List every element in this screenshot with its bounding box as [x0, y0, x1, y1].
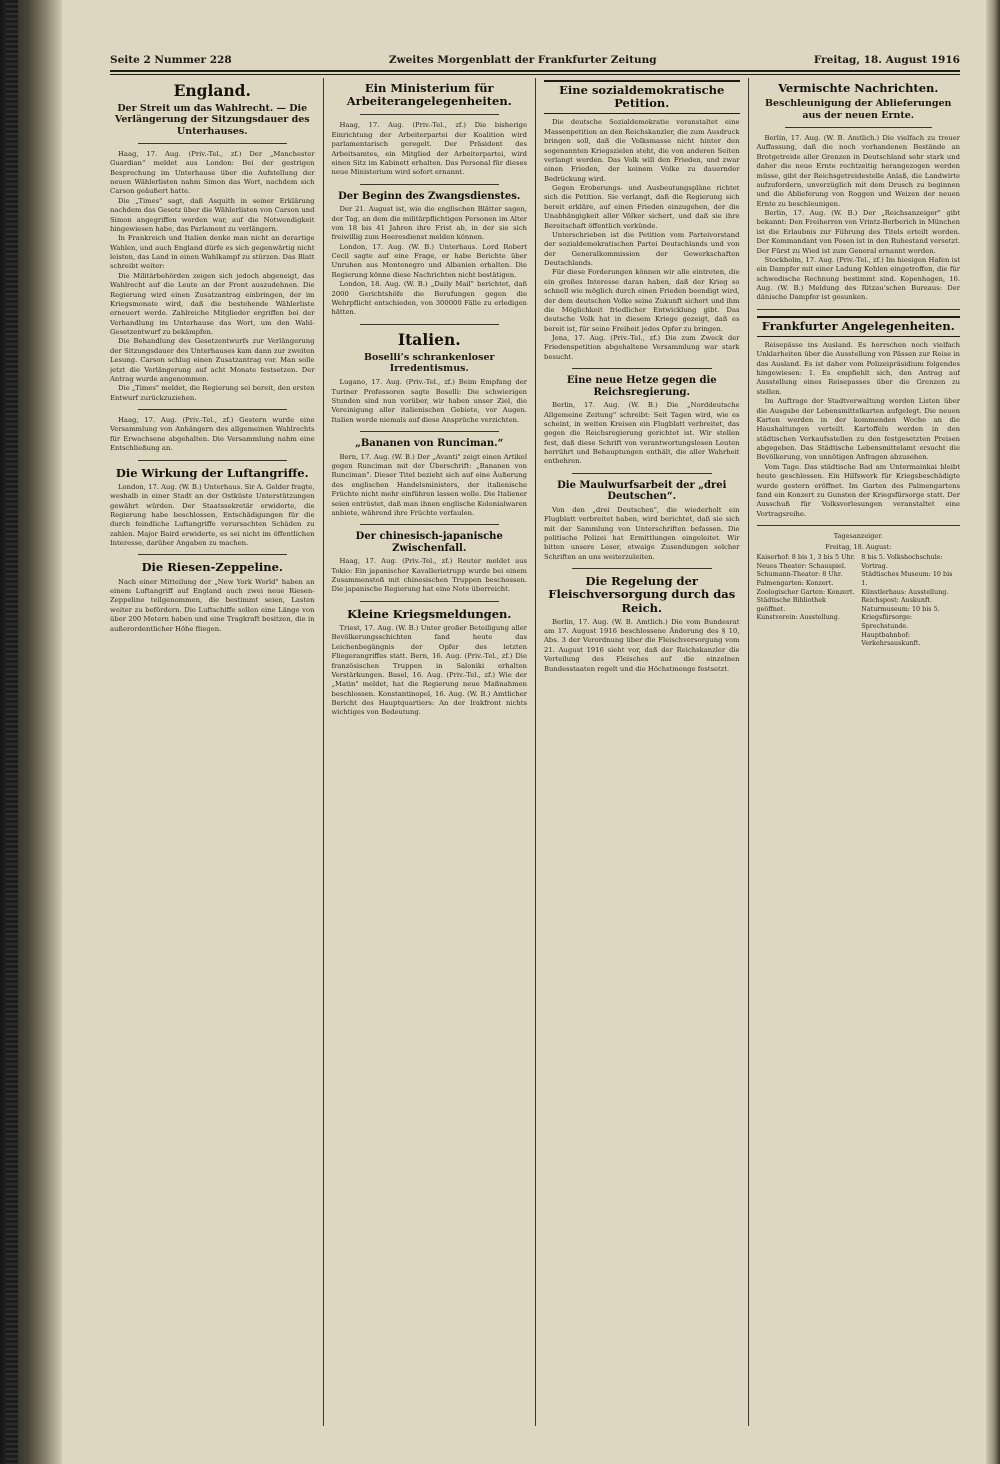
header-date: Freitag, 18. August 1916 — [813, 54, 960, 66]
article-paragraph: Bern, 17. Aug. (W. B.) Der „Avanti" zeigt einen Artikel gegen Runciman mit der Überschrift: „Bananen von Runciman". Dieser Titel bezieht sich auf eine Äußerung des englischen Handelsministers, der italienische Früchte nicht mehr einführen lassen wolle. Die Italiener seien entrüstet, daß man ihnen englische Kolonialwaren anbiete, während ihre Früchte verfaulen. — [331, 452, 527, 517]
article-title-frankfurter: Frankfurter Angelegenheiten. — [757, 316, 961, 337]
listing-item: Kaiserhof: 8 bis 1, 3 bis 5 Uhr. — [756, 552, 855, 561]
listing-item: Palmengarten: Konzert. — [756, 578, 834, 587]
article-paragraph: Von den „drei Deutschen", die wiederholt ein Flugblatt verbreitet haben, wird berichtet, daß sie sich mit der Sammlung von Unterschriften befassen. Die politische Polizei hat Ermittlungen eingeleitet. Wir bitten unsere Leser, etwaige Zusendungen solcher Schriften an uns weiterzuleiten. — [544, 505, 740, 561]
article-title-ministerium: Ein Ministerium für Arbeiterangelegenheiten. — [346, 81, 512, 109]
dateline-haag-2: Haag, 17. Aug. (Priv.-Tel., zf.) Gestern wurde eine Versammlung von Anhängern des allgemeinen Wahlrechts für Erwachsene abgehalten. Die Versammlung nahm eine Entschließung an. — [110, 416, 315, 453]
article-paragraph: Die „Times" meldet, die Regierung sei bereit, den ersten Entwurf zurückzuziehen. — [110, 384, 315, 402]
article-title-vermischte: Vermischte Nachrichten. — [778, 81, 939, 95]
article-paragraph: Berlin, 17. Aug. (W. B.) Der „Reichsanzeiger" gibt bekannt: Den Freiherren von Vrintz-Berberich in München ist die Erlaubnis zur Führung des Titels erteilt worden. Der Kommandant von Posen ist in den Ruhestand versetzt. Der Fürst zu Wied ist zum General ernannt worden. — [756, 209, 960, 255]
article-paragraph: Haag, 17. Aug. (Priv.-Tel., zf.) Die bisherige Einrichtung der Arbeiterpartei der Koalition wird parlamentarisch geregelt. Der Präsident des Arbeitsamtes, ein Mitglied der Arbeiterpartei, wird einen Sitz im Kabinett erhalten. Das Personal für dieses neue Ministerium wird sofort ernannt. — [331, 121, 527, 177]
article-paragraph: Jena, 17. Aug. (Priv.-Tel., zf.) Die zum Zweck der Friedenspetition abgehaltene Versammlung war stark besucht. — [544, 334, 740, 361]
separator — [360, 601, 500, 602]
separator — [360, 114, 500, 115]
article-title-kriegsmeldungen: Kleine Kriegsmeldungen. — [347, 606, 512, 621]
article-paragraph: Vom Tage. Das städtische Bad am Untermainkai bleibt heute geschlossen. Ein Hilfswerk für Kriegsbeschädigte wurde gestern eröffnet. Im Garten des Palmengartens fand ein Konzert zu Gunsten der Kriegsfürsorge statt. Der Ausschuß für Volksvorlesungen veranstaltet eine Vortragsreihe. — [756, 462, 960, 518]
listing-item: Kunstverein: Ausstellung. — [756, 613, 840, 622]
article-paragraph: Für diese Forderungen können wir alle eintreten, die ein großes Interesse daran haben, daß der Krieg so schnell wie möglich durch einen Frieden beendigt wird, der dem deutschen Volke seine Zukunft sichert und ihm die Möglichkeit friedlicher Entwicklung gibt. Das deutsche Volk hat in diesem Kriege gezeigt, daß es bereit ist, für seine Freiheit jedes Opfer zu bringen. — [544, 268, 740, 333]
listing-item: Naturmuseum: 10 bis 5. — [861, 604, 940, 613]
article-paragraph: Lugano, 17. Aug. (Priv.-Tel., zf.) Beim Empfang der Turiner Professoren sagte Boselli: Die schwierigen Stunden sind nun vorüber, wir haben unser Ziel, die Vereinigung aller italienischen Gebiete, vor Augen. Italien werde niemals auf diese Ansprüche verzichten. — [331, 378, 527, 424]
header-rule-thin — [110, 74, 960, 75]
column-2 — [323, 78, 536, 1426]
article-title-maulwurfsarbeit: Die Maulwurfsarbeit der „drei Deutschen“. — [557, 479, 727, 503]
article-title-chinesisch-japanisch: Der chinesisch-japanische Zwischenfall. — [355, 531, 503, 554]
article-paragraph: Der 21. August ist, wie die englischen Blätter sagen, der Tag, an dem die militärpflichtigen Personen im Alter von 18 bis 41 Jahren ihre Frist ab, in der sie sich freiwillig zum Heeresdienst melden können. — [331, 205, 527, 242]
article-title-fleischversorgung: Die Regelung der Fleischversorgung durch das Reich. — [548, 574, 736, 615]
article-paragraph: London, 17. Aug. (W. B.) Unterhaus. Sir A. Gelder fragte, weshalb in einer Stadt an der Ostküste Unterstützungen gewährt würden. Der Staatssekretär erwiderte, die Regierung habe beschlossen, Entschädigungen für die durch feindliche Luftangriffe verursachten Schäden zu zahlen. Major Baird erwiderte, es sei nicht im öffentlichen Interesse, darüber Angaben zu machen. — [110, 482, 315, 548]
column-1 — [110, 78, 323, 1426]
page-header — [110, 50, 960, 70]
article-paragraph: Gegen Eroberungs- und Ausbeutungspläne richtet sich die Petition. Sie verlangt, daß die Regierung sich bereit erkläre, auf einen Frieden einzugehen, der die Unabhängigkeit aller Völker sichert, und daß sie ihre Bereitschaft öffentlich verkünde. — [544, 184, 740, 230]
dateline-haag: Haag, 17. Aug. (Priv.-Tel., zf.) Der „Manchester Guardian" meldet aus London: Bei der gestrigen Besprechung im Unterhause über die Aufstellung der neuen Wählerlisten nahm Simon das Wort, nachdem sich Carson geäußert hatte. — [110, 149, 315, 196]
book-binding — [0, 0, 62, 1464]
article-paragraph: Berlin, 17. Aug. (W. B. Amtlich.) Die vom Bundesrat am 17. August 1916 beschlossene Änderung des § 10, Abs. 3 der Verordnung über die Fleischversorgung vom 21. August 1916 sieht vor, daß der Reichskanzler die Verteilung des Fleisches auf die einzelnen Bundesstaaten regelt und die Höchstmenge festsetzt. — [544, 617, 740, 673]
listing-item: Kriegsfürsorge: Sprechstunde. — [861, 613, 913, 631]
separator — [138, 460, 287, 461]
separator — [360, 524, 500, 525]
binding-strip — [6, 0, 18, 1464]
listing-date: Freitag, 18. August: — [825, 542, 892, 551]
article-subtitle-wahlrecht: Der Streit um das Wahlrecht. — Die Verlängerung der Sitzungsdauer des Unterhauses. — [114, 102, 310, 137]
listing-right — [861, 553, 960, 648]
listing-item: Schumann-Theater: 8 Uhr. — [756, 570, 843, 579]
separator — [360, 431, 500, 432]
listing-item: 8 bis 5. Volkshochschule: Vortrag. — [861, 552, 943, 570]
listing-grid — [757, 553, 961, 648]
article-title-bananen: „Bananen von Runciman.“ — [355, 438, 504, 450]
article-subtitle-ernte: Beschleunigung der Ablieferungen aus der neuen Ernte. — [765, 98, 952, 121]
header-page-number: Seite 2 Nummer 228 — [110, 54, 232, 66]
article-title-zeppeline: Die Riesen-Zeppeline. — [141, 560, 283, 575]
article-paragraph: Die Behandlung des Gesetzentwurfs zur Verlängerung der Sitzungsdauer des Unterhauses kam dann zur zweiten Lesung. Carson schlug einen Zusatzantrag vor. Man solle jetzt die Verlängerung auf acht Monate festsetzen. Der Antrag wurde angenommen. — [110, 337, 315, 383]
article-paragraph: London, 18. Aug. (W. B.) „Daily Mail" berichtet, daß 2000 Gerichtshöfe die Berufungen gegen die Wehrpflicht entschieden, von 300000 Fälle zu erledigen hätten. — [331, 280, 527, 317]
listing-item: Reichspost: Auskunft. — [861, 596, 932, 605]
separator — [360, 184, 500, 185]
article-paragraph: Im Auftrage der Stadtverwaltung werden Listen über die Ausgabe der Lebensmittelkarten aufgelegt. Die neuen Karten werden in der kommenden Woche an die Haushaltungen verteilt. Kartoffeln werden in den städtischen Verkaufsstellen zu den festgesetzten Preisen abgegeben. Das Städtische Lebensmittelamt ersucht die Bevölkerung, von unnötigen Anfragen abzusehen. — [756, 397, 960, 462]
separator — [572, 568, 712, 569]
separator — [138, 554, 287, 555]
listing-left — [757, 553, 856, 648]
page-edge — [986, 0, 1000, 1464]
columns — [110, 78, 960, 1426]
article-paragraph: Die „Times" sagt, daß Asquith in seiner Erklärung nachdem das Gesetz über die Wählerlisten von Carson und Simon angegriffen worden war, auf die Notwendigkeit hingewiesen habe, das Parlament zu verlängern. — [110, 196, 315, 233]
article-title-hetze: Eine neue Hetze gegen die Reichsregierung. — [566, 375, 717, 398]
article-paragraph: Unterschrieben ist die Petition vom Parteivorstand der sozialdemokratischen Partei Deutschlands und von der Generalkommission der Gewerkschaften Deutschlands. — [544, 230, 740, 268]
article-paragraph: Die deutsche Sozialdemokratie veranstaltet eine Massenpetition an den Reichskanzler, die zum Ausdruck bringen soll, daß die Volksmasse nicht hinter den sogenannten Kriegszielen steht, die von anderen Seiten verlangt werden. Das Volk will den Frieden, und zwar einen Frieden, der keinem Volke zu dauernder Bedrückung wird. — [544, 118, 740, 183]
listing-title: Tagesanzeiger. — [833, 532, 883, 541]
article-paragraph: Stockholm, 17. Aug. (Priv.-Tel., zf.) Im hiesigen Hafen ist ein Dampfer mit einer Ladung Kohlen eingetroffen, die für schwedische Rechnung bestimmt sind. Kopenhagen, 16. Aug. (W. B.) Meldung des Ritzau’schen Bureaus: Der dänische Dampfer ist gesunken. — [756, 255, 960, 302]
article-paragraph: In Frankreich und Italien denke man nicht an derartige Wahlen, und auch England dürfe es sich gegenwärtig nicht leisten, das Land in einen Wahlkampf zu stürzen. Das Blatt schreibt weiter: — [110, 234, 315, 271]
article-subtitle-boselli: Boselli’s schrankenloser Irredentismus. — [363, 351, 495, 374]
article-paragraph: Die Militärbehörden zeigen sich jedoch abgeneigt, das Wahlrecht auf die Leute an der Front auszudehnen. Die Regierung wird einen Zusatzantrag einbringen, der im Kriegsmonate wird, daß die bestehende Wählerliste erneuert werde. Zahlreiche Mitglieder ergriffen bei der Verhandlung im Unterhause das Wort, um den Wahl-Gesetzentwurf zu bekämpfen. — [110, 271, 315, 337]
separator — [138, 143, 287, 144]
article-title-italien: Italien. — [397, 329, 461, 349]
listing-item: Städtisches Museum: 10 bis 1. — [861, 570, 953, 587]
column-4 — [748, 78, 961, 1426]
separator — [360, 324, 500, 325]
article-paragraph: Berlin, 17. Aug. (W. B. Amtlich.) Die vielfach zu treuer Auffassung, daß die noch vorhandenen Bestände an Brotgetreide aller Grenzen in Deutschland sehr stark und daher die neue Ernte rechtzeitig herangezogen werden müsse, gibt der Reichsgetreidestelle Anlaß, die Landwirte aufzufordern, unverzüglich mit dem Drusch zu beginnen und die Ablieferung von Roggen und Weizen der neuen Ernte zu beschleunigen. — [756, 134, 960, 208]
separator — [757, 525, 961, 526]
listing-item: Städtische Bibliothek geöffnet. — [756, 596, 826, 613]
article-title-england: England. — [173, 81, 251, 100]
listing-item: Neues Theater: Schauspiel. — [756, 561, 846, 570]
article-title-zwangsdienst: Der Beginn des Zwangsdienstes. — [338, 190, 521, 202]
article-title-luftangriffe: Die Wirkung der Luftangriffe. — [115, 465, 309, 480]
separator — [757, 309, 961, 310]
listing-item: Künstlerhaus: Ausstellung. — [861, 587, 949, 596]
article-paragraph: Berlin, 17. Aug. (W. B.) Die „Norddeutsche Allgemeine Zeitung" schreibt: Seit Tagen wird, wie es scheint, in weiten Kreisen ein Flugblatt verbreitet, das gegen die Reichsregierung gerichtet ist. Wir stellen fest, daß diese Schrift von verantwortungslosen Leuten herrührt und Behauptungen enthält, die aller Wahrheit entbehren. — [544, 401, 740, 466]
header-masthead: Zweites Morgenblatt der Frankfurter Zeitung — [388, 54, 657, 66]
article-paragraph: Triest, 17. Aug. (W. B.) Unter großer Beteiligung aller Bevölkerungsschichten fand heute das Leichenbegängnis der Opfer des letzten Fliegerangriffes statt. Bern, 16. Aug. (Priv.-Tel., zf.) Die französischen Truppen in Saloniki erhalten Verstärkungen. Basel, 16. Aug. (Priv.-Tel., zf.) Wie der „Matin" meldet, hat die Regierung neue Maßnahmen beschlossen. Konstantinopel, 16. Aug. (W. B.) Amtlicher Bericht des Hauptquartiers: An der Irakfront nichts wichtiges von Bedeutung. — [331, 624, 527, 717]
listing-item: Zoologischer Garten: Konzert. — [756, 587, 855, 596]
header-rule — [110, 70, 960, 72]
article-paragraph: London, 17. Aug. (W. B.) Unterhaus. Lord Robert Cecil sagte auf eine Frage, er habe Berichte über Unruhen aus Montenegro und Albanien erhalten. Die Regierung könne diese Nachrichten nicht bestätigen. — [331, 242, 527, 279]
article-title-petition: Eine sozialdemokratische Petition. — [544, 80, 740, 114]
article-paragraph: Reisepässe ins Ausland. Es herrschen noch vielfach Unklarheiten über die Ausstellung von Pässen zur Reise in das Ausland. Es ist daher vom Polizeipräsidium folgendes hingewiesen: 1. Es empfiehlt sich, den Antrag auf Ausstellung eines Reisepasses über die Grenzen zu stellen. — [756, 340, 960, 396]
article-paragraph: Nach einer Mitteilung der „New York World" haben an einem Luftangriff auf England auch zwei neue Riesen-Zeppeline teilgenommen, die bestimmt seien, Lasten weiter zu befördern. Die Luftschiffe sollen eine Länge von über 200 Metern haben und eine Tragkraft besitzen, die in außerordentlicher Höhe fliegen. — [110, 577, 315, 633]
separator — [572, 473, 712, 474]
separator — [785, 127, 933, 128]
separator — [572, 368, 712, 369]
separator — [138, 409, 287, 410]
article-paragraph: Haag, 17. Aug. (Priv.-Tel., zf.) Reuter meldet aus Tokio: Ein japanischer Kavallerietrupp wurde bei einem Zusammenstoß mit chinesischen Truppen beschossen. Die japanische Regierung hat eine Note überreicht. — [331, 557, 527, 594]
listing-item: Hauptbahnhof: Verkehrsauskunft. — [861, 630, 921, 648]
column-3 — [535, 78, 748, 1426]
